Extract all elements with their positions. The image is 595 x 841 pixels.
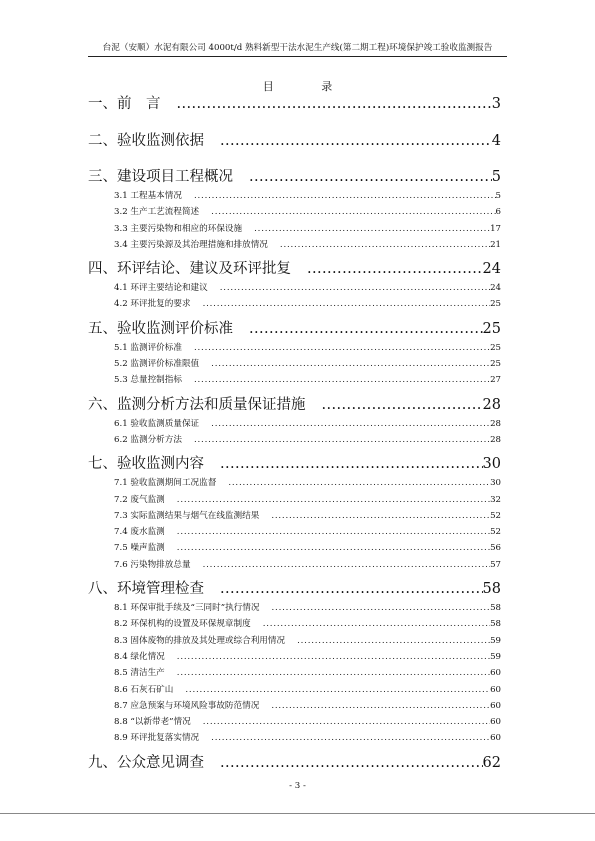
dot-leader (216, 475, 490, 491)
toc-subsection[interactable] (88, 416, 501, 432)
toc-subsection-page: 60 (490, 668, 501, 679)
toc-subsection-label: 7.5 噪声监测 (114, 543, 165, 554)
toc-subsection-page: 28 (490, 434, 501, 445)
toc-subsection-page: 58 (490, 603, 501, 614)
toc-subsection-label: 3.3 主要污染物和相应的环保设施 (114, 223, 243, 234)
toc-section[interactable] (88, 167, 501, 188)
toc-section-page: 25 (482, 320, 501, 337)
toc-subsection-page: 57 (490, 559, 501, 570)
dot-leader (204, 454, 483, 475)
dot-leader (191, 296, 491, 312)
toc-spacer (88, 115, 501, 131)
toc-section-label: 二、验收监测依据 (88, 132, 204, 149)
toc-subsection-page: 52 (490, 510, 501, 521)
dot-leader (260, 600, 491, 616)
toc-subsection[interactable] (88, 649, 501, 665)
toc-section[interactable] (88, 94, 501, 115)
toc-section[interactable] (88, 753, 501, 774)
dot-leader (182, 372, 490, 388)
toc-subsection[interactable] (88, 540, 501, 556)
dot-leader (285, 633, 490, 649)
dot-leader (173, 682, 490, 698)
toc-section-label: 七、验收监测内容 (88, 456, 204, 473)
toc-subsection-label: 7.3 实际监测结果与烟气在线监测结果 (114, 510, 260, 521)
toc-subsection[interactable] (88, 665, 501, 681)
toc-section-label: 八、环境管理检查 (88, 581, 204, 598)
toc-section[interactable] (88, 319, 501, 340)
toc-subsection-label: 5.2 监测评价标准限值 (114, 359, 200, 370)
toc-spacer (88, 152, 501, 168)
dot-leader (199, 730, 490, 746)
dot-leader (306, 395, 483, 416)
dot-leader (182, 340, 490, 356)
toc-subsection[interactable] (88, 280, 501, 296)
toc-subsection-page: 17 (490, 223, 501, 234)
toc-subsection-label: 8.1 环保审批手续及“三同时”执行情况 (114, 603, 260, 614)
footer-divider (0, 813, 595, 814)
toc-subsection-page: 56 (490, 543, 501, 554)
toc-subsection-label: 7.1 验收监测期间工况监督 (114, 478, 217, 489)
toc-subsection-page: 59 (490, 635, 501, 646)
toc-subsection-page: 28 (490, 418, 501, 429)
dot-leader (191, 557, 491, 573)
toc-section[interactable] (88, 395, 501, 416)
dot-leader (242, 221, 490, 237)
toc-section-label: 四、环评结论、建议及环评批复 (88, 261, 291, 278)
toc-subsection[interactable] (88, 600, 501, 616)
toc-subsection[interactable] (88, 682, 501, 698)
toc-subsection-page: 27 (490, 375, 501, 386)
toc-subsection[interactable] (88, 340, 501, 356)
toc-subsection-label: 6.1 验收监测质量保证 (114, 418, 200, 429)
toc-section-label: 六、监测分析方法和质量保证措施 (88, 396, 306, 413)
toc-subsection-page: 32 (490, 494, 501, 505)
toc-subsection-label: 4.2 环评批复的要求 (114, 299, 191, 310)
toc-subsection[interactable] (88, 432, 501, 448)
toc-subsection-page: 5 (495, 191, 501, 201)
dot-leader (191, 714, 490, 730)
dot-leader (204, 579, 483, 600)
toc-section[interactable] (88, 579, 501, 600)
toc-subsection-label: 7.4 废水监测 (114, 527, 165, 538)
toc-subsection-page: 60 (490, 733, 501, 744)
header-divider (88, 56, 507, 57)
dot-leader (233, 319, 483, 340)
toc-section-page: 4 (491, 132, 501, 149)
table-of-contents (88, 90, 501, 774)
toc-section-page: 5 (491, 169, 501, 185)
toc-subsection[interactable] (88, 730, 501, 746)
dot-leader (199, 204, 495, 220)
toc-subsection-label: 5.3 总量控制指标 (114, 375, 182, 386)
dot-leader (165, 540, 490, 556)
toc-subsection-label: 8.9 环评批复落实情况 (114, 733, 200, 744)
toc-subsection[interactable] (88, 188, 501, 204)
toc-subsection-page: 30 (490, 478, 501, 489)
dot-leader (291, 259, 483, 280)
dot-leader (199, 356, 490, 372)
dot-leader (204, 753, 483, 774)
toc-subsection[interactable] (88, 475, 501, 491)
toc-subsection-page: 25 (490, 359, 501, 370)
dot-leader (259, 508, 490, 524)
toc-subsection-label: 8.8 “以新带老”情况 (114, 717, 191, 728)
dot-leader (268, 237, 490, 253)
toc-section[interactable] (88, 259, 501, 280)
toc-subsection-label: 8.7 应急预案与环境风险事故防范情况 (114, 700, 260, 711)
toc-section-page: 3 (491, 96, 501, 112)
toc-subsection-label: 5.1 监测评价标准 (114, 342, 182, 353)
toc-subsection[interactable] (88, 633, 501, 649)
toc-subsection[interactable] (88, 204, 501, 220)
toc-subsection-label: 6.2 监测分析方法 (114, 434, 182, 445)
toc-subsection-page: 25 (490, 299, 501, 310)
toc-subsection[interactable] (88, 237, 501, 253)
toc-subsection-page: 52 (490, 527, 501, 538)
toc-subsection-page: 24 (490, 283, 501, 294)
toc-subsection-label: 7.2 废气监测 (114, 494, 165, 505)
toc-section-label: 三、建设项目工程概况 (88, 169, 233, 185)
dot-leader (233, 167, 492, 188)
toc-subsection-label: 3.1 工程基本情况 (114, 191, 182, 201)
toc-subsection-label: 8.2 环保机构的设置及环保规章制度 (114, 619, 251, 630)
toc-subsection[interactable] (88, 372, 501, 388)
toc-subsection[interactable] (88, 296, 501, 312)
toc-subsection-label: 8.6 石灰石矿山 (114, 684, 174, 695)
toc-subsection-label: 3.4 主要污染源及其治理措施和排放情况 (114, 239, 268, 250)
toc-subsection[interactable] (88, 524, 501, 540)
toc-subsection[interactable] (88, 492, 501, 508)
toc-section-label: 九、公众意见调查 (88, 754, 204, 771)
toc-section[interactable] (88, 454, 501, 475)
dot-leader (199, 416, 490, 432)
toc-section-page: 28 (482, 396, 501, 413)
toc-subsection-label: 7.6 污染物排放总量 (114, 559, 191, 570)
toc-section-page: 58 (482, 581, 501, 598)
toc-subsection[interactable] (88, 221, 501, 237)
dot-leader (251, 616, 490, 632)
dot-leader (182, 432, 490, 448)
toc-subsection-page: 60 (490, 700, 501, 711)
dot-leader (204, 131, 492, 152)
dot-leader (165, 492, 490, 508)
dot-leader (259, 698, 490, 714)
toc-subsection[interactable] (88, 557, 501, 573)
toc-subsection-label: 8.5 清洁生产 (114, 668, 165, 679)
dot-leader (182, 188, 496, 204)
toc-subsection[interactable] (88, 714, 501, 730)
toc-title: 目 录 (262, 80, 355, 93)
toc-subsection-page: 6 (495, 207, 501, 218)
toc-section-page: 30 (482, 456, 501, 473)
toc-subsection[interactable] (88, 356, 501, 372)
toc-subsection-label: 8.4 绿化情况 (114, 651, 165, 662)
toc-subsection[interactable] (88, 616, 501, 632)
toc-section[interactable] (88, 131, 501, 152)
toc-subsection-page: 25 (490, 342, 501, 353)
toc-subsection-label: 8.3 固体废物的排放及其处理或综合利用情况 (114, 635, 286, 646)
toc-subsection-page: 59 (490, 651, 501, 662)
report-header: 台泥（安顺）水泥有限公司 4000t/d 熟料新型干法水泥生产线(第二期工程)环境保护竣工验收监测报告 (102, 43, 493, 53)
toc-section-label: 五、验收监测评价标准 (88, 320, 233, 337)
dot-leader (161, 94, 492, 115)
toc-subsection-page: 60 (490, 717, 501, 728)
toc-subsection-label: 4.1 环评主要结论和建议 (114, 283, 208, 294)
toc-subsection-page: 60 (490, 684, 501, 695)
dot-leader (165, 665, 490, 681)
toc-subsection-page: 21 (490, 239, 501, 250)
toc-section-label: 一、前 言 (88, 96, 161, 112)
page-number: - 3 - (289, 781, 306, 791)
toc-subsection-page: 58 (490, 619, 501, 630)
dot-leader (165, 649, 490, 665)
dot-leader (165, 524, 490, 540)
toc-section-page: 62 (482, 754, 501, 771)
toc-subsection[interactable] (88, 698, 501, 714)
dot-leader (208, 280, 490, 296)
toc-subsection-label: 3.2 生产工艺流程简述 (114, 207, 200, 218)
toc-subsection[interactable] (88, 508, 501, 524)
toc-section-page: 24 (482, 261, 501, 278)
